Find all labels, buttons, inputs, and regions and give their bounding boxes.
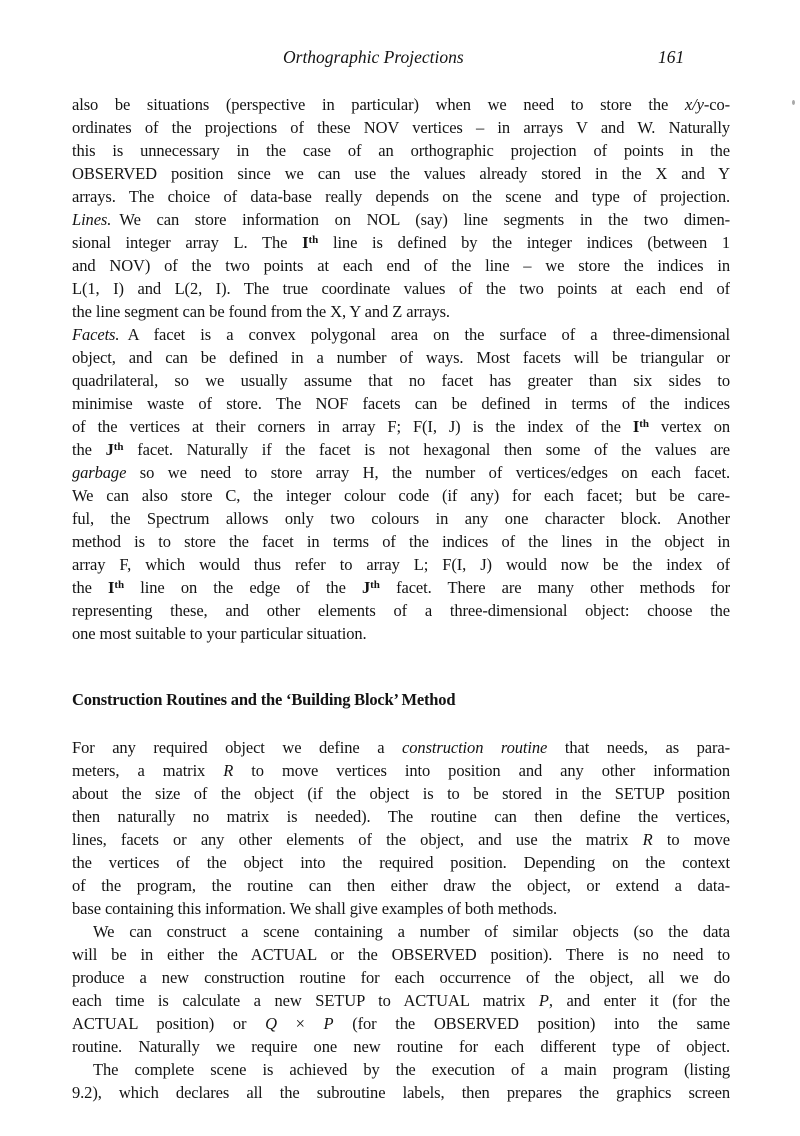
text-line: OBSERVED position since we can use the values already stored in the X and Y <box>72 164 730 183</box>
text-line: representing these, and other elements of a three-dimensional object: choose the <box>72 601 730 620</box>
text-line: quadrilateral, so we usually assume that no facet has greater than six sides to <box>72 371 730 390</box>
text-line: the vertices of the object into the required position. Depending on the context <box>72 853 730 872</box>
text-line: The complete scene is achieved by the execution of a main program (listing <box>93 1060 730 1079</box>
text-line: meters, a matrix R to move vertices into position and any other information <box>72 761 730 780</box>
text-line: will be in either the ACTUAL or the OBSERVED position). There is no need to <box>72 945 730 964</box>
text-line: produce a new construction routine for each occurrence of the object, all we do <box>72 968 730 987</box>
scan-artifact-speck <box>792 100 795 105</box>
text-line: method is to store the facet in terms of the indices of the lines in the object in <box>72 532 730 551</box>
text-line: also be situations (perspective in particular) when we need to store the x/y-co- <box>72 95 730 114</box>
body-text-block-2 <box>72 736 730 1104</box>
text-line: then naturally no matrix is needed). The routine can then define the vertices, <box>72 807 730 826</box>
text-line: garbage so we need to store array H, the number of vertices/edges on each facet. <box>72 463 730 482</box>
body-text-block-1 <box>72 93 730 645</box>
running-title: Orthographic Projections <box>283 47 464 67</box>
text-line: this is unnecessary in the case of an orthographic projection of points in the <box>72 141 730 160</box>
text-line: arrays. The choice of data-base really depends on the scene and type of projection. <box>72 187 730 206</box>
text-line: array F, which would thus refer to array L; F(I, J) would now be the index of <box>72 555 730 574</box>
text-line: about the size of the object (if the object is to be stored in the SETUP position <box>72 784 730 803</box>
text-line: of the vertices at their corners in array F; F(I, J) is the index of the Ith vertex on <box>72 417 730 436</box>
text-line: the line segment can be found from the X, Y and Z arrays. <box>72 302 450 321</box>
text-line: ordinates of the projections of these NOV vertices – in arrays V and W. Naturally <box>72 118 730 137</box>
text-line: lines, facets or any other elements of the object, and use the matrix R to move <box>72 830 730 849</box>
text-line: the $J^{th}$ facet. Naturally if the facet is not hexagonal then some of the values are <box>72 440 730 459</box>
text-line: ACTUAL position) or Q × P (for the OBSERVED position) into the same <box>72 1014 730 1033</box>
text-line: ful, the Spectrum allows only two colours in any one character block. Another <box>72 509 730 528</box>
text-line: object, and can be defined in a number of ways. Most facets will be triangular or <box>72 348 730 367</box>
page-header <box>0 47 800 71</box>
text-line: We can construct a scene containing a number of similar objects (so the data <box>93 922 730 941</box>
text-line: 9.2), which declares all the subroutine labels, then prepares the graphics screen <box>72 1083 730 1102</box>
text-line: Facets. A facet is a convex polygonal area on the surface of a three-dimensional <box>72 325 730 344</box>
text-line: L(1, I) and L(2, I). The true coordinate values of the two points at each end of <box>72 279 730 298</box>
text-line: We can also store C, the integer colour code (if any) for each facet; but be care- <box>72 486 730 505</box>
text-line: sional integer array L. The Ith line is defined by the integer indices (between 1 <box>72 233 730 252</box>
text-line: and NOV) of the two points at each end of the line – we store the indices in <box>72 256 730 275</box>
text-line: base containing this information. We shall give examples of both methods. <box>72 899 558 918</box>
text-line: of the program, the routine can then either draw the object, or extend a data- <box>72 876 730 895</box>
text-line: the Ith line on the edge of the $J^{th}$ facet. There are many other methods for <box>72 578 730 597</box>
text-line: each time is calculate a new SETUP to ACTUAL matrix P, and enter it (for the <box>72 991 730 1010</box>
page-number: 161 <box>658 47 685 67</box>
text-line: minimise waste of store. The NOF facets can be defined in terms of the indices <box>72 394 730 413</box>
text-line: one most suitable to your particular situation. <box>72 624 367 643</box>
text-line: Lines. We can store information on NOL (say) line segments in the two dimen- <box>72 210 730 229</box>
section-heading: Construction Routines and the ‘Building Block’ Method <box>72 690 456 709</box>
text-line: routine. Naturally we require one new routine for each different type of object. <box>72 1037 730 1056</box>
text-line: For any required object we define a construction routine that needs, as para- <box>72 738 730 757</box>
